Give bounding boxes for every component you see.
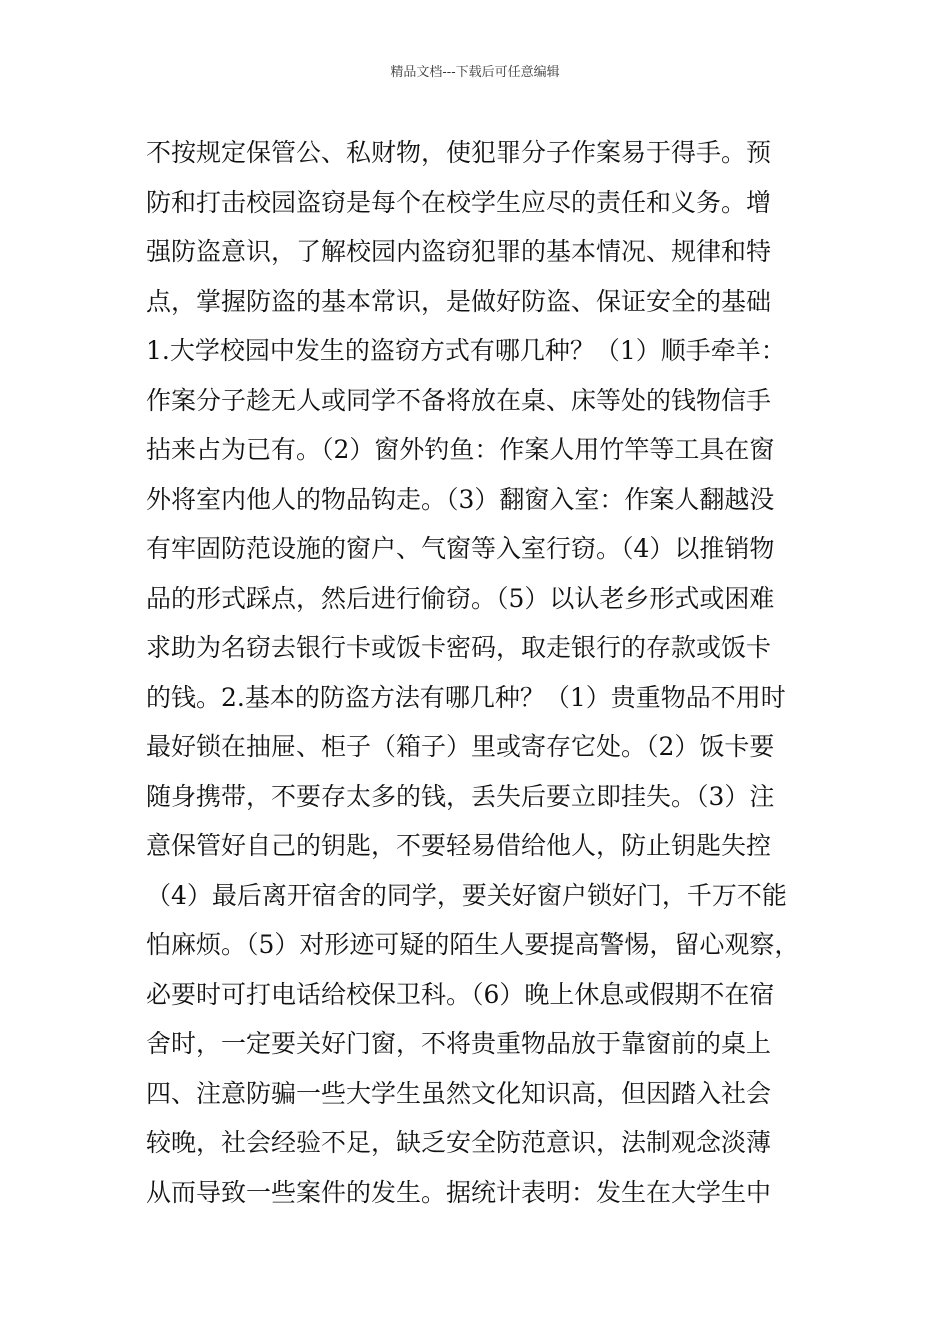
text-line: 随身携带，不要存太多的钱，丢失后要立即挂失。（3）注 — [146, 781, 775, 811]
text-line: 从而导致一些案件的发生。据统计表明：发生在大学生中 — [146, 1177, 772, 1207]
body-text — [146, 128, 826, 1217]
text-line: 品的形式踩点，然后进行偷窃。（5）以认老乡形式或困难 — [146, 583, 775, 613]
text-line: 舍时，一定要关好门窗，不将贵重物品放于靠窗前的桌上 — [146, 1029, 772, 1058]
text-line: 拈来占为已有。（2）窗外钓鱼：作案人用竹竿等工具在窗 — [146, 435, 775, 464]
text-line: 求助为名窃去银行卡或饭卡密码，取走银行的存款或饭卡 — [146, 633, 772, 662]
text-line: 不按规定保管公、私财物，使犯罪分子作案易于得手。预 — [146, 138, 772, 167]
page-header: 精品文档---下载后可任意编辑 — [390, 65, 560, 80]
text-line: 意保管好自己的钥匙，不要轻易借给他人，防止钥匙失控 — [146, 831, 772, 860]
text-line: 最好锁在抽屉、柜子（箱子）里或寄存它处。（2）饭卡要 — [146, 732, 775, 761]
text-line: 作案分子趁无人或同学不备将放在桌、床等处的钱物信手 — [146, 385, 772, 415]
text-line: 点，掌握防盗的基本常识，是做好防盗、保证安全的基础 — [146, 286, 772, 316]
text-line: 强防盗意识，了解校园内盗窃犯罪的基本情况、规律和特 — [146, 237, 772, 266]
text-line: 外将室内他人的物品钩走。（3）翻窗入室：作案人翻越没 — [146, 484, 775, 514]
text-line: （4）最后离开宿舍的同学，要关好窗户锁好门，千万不能 — [146, 880, 787, 910]
text-line: 防和打击校园盗窃是每个在校学生应尽的责任和义务。增 — [146, 187, 772, 217]
text-line: 四、注意防骗一些大学生虽然文化知识高，但因踏入社会 — [146, 1078, 772, 1108]
text-line: 必要时可打电话给校保卫科。（6）晚上休息或假期不在宿 — [146, 979, 775, 1009]
text-line: 怕麻烦。（5）对形迹可疑的陌生人要提高警惕，留心观察， — [146, 930, 800, 959]
text-line: 较晚，社会经验不足，缺乏安全防范意识，法制观念淡薄 — [146, 1128, 772, 1157]
text-line: 的钱。2.基本的防盗方法有哪几种？（1）贵重物品不用时 — [146, 682, 786, 712]
text-line: 1.大学校园中发生的盗窃方式有哪几种？（1）顺手牵羊： — [146, 336, 786, 365]
text-line: 有牢固防范设施的窗户、气窗等入室行窃。（4）以推销物 — [146, 534, 775, 563]
